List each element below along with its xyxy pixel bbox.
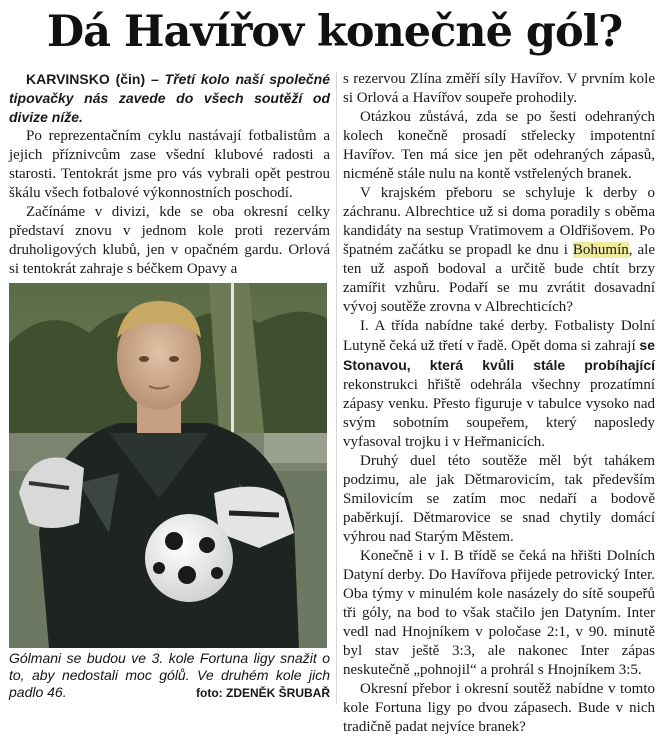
lead-paragraph — [9, 70, 330, 127]
photo-credit: foto: ZDENĚK ŠRUBAŘ — [196, 686, 330, 700]
article-paragraph — [343, 184, 655, 317]
column-divider — [336, 72, 337, 704]
caption-text: Gólmani se budou ve 3. kole Fortuna ligy snažit o to, aby nedostali moc gólů. Ve druhém kole jich padlo 46. — [9, 650, 330, 700]
article-paragraph: s rezervou Zlína změří síly Havířov. V prvním kole si Orlová a Havířov soupeře prohodily. — [343, 71, 655, 106]
paragraph-text: rekonstrukci hřiště odehrála všechny prozatímní zápasy venku. Přesto figuruje v tabulce vysoko nad svým sobotním soupeřem, který naposledy vyfasoval trojku i v Heřmanicích. — [343, 377, 655, 450]
bold-phrase: se Stonavou, která kvůli stále probíhající — [343, 337, 655, 373]
photo-caption — [9, 650, 330, 702]
dateline: KARVINSKO (čin) – — [26, 71, 165, 87]
article-paragraph: Druhý duel této soutěže měl být tahákem podzimu, ale jak Dětmarovicím, tak především Smilovicím se zatím moc nedaří a bodově paběrkují. Dětmarovice se snad chytily domácí výhrou nad Starým Městem. — [343, 453, 655, 545]
lead-text: Třetí kolo naší společné tipovačky nás zavede do všech soutěží od divize níže. — [9, 71, 330, 125]
article-paragraph: Začínáme v divizi, kde se oba okresní celky představí znovu v jednom kole proti rezervám druholigových klubů, jen v opačném gardu. Orlová si tentokrát zahraje s béčkem Opavy a — [9, 204, 330, 277]
left-column — [9, 70, 330, 279]
headline: Dá Havířov konečně gól? — [46, 7, 623, 57]
article-paragraph: Po reprezentačním cyklu nastávají fotbalistům a jejich příznivcům zase všední klubové radosti a starosti. Tentokrát jsme pro vás vybrali opět pestrou škálu všech fotbalové výkonnostních poschodí. — [9, 128, 330, 201]
highlighted-word: Bohumín — [572, 242, 629, 258]
right-column — [343, 70, 655, 737]
paragraph-text: I. A třída nabídne také derby. Fotbalisty Dolní Lutyně čeká už třetí v řadě. Opět doma si zahrají — [343, 318, 655, 354]
paragraph-text: V krajském přeboru se schyluje k derby o záchranu. Albrechtice už si doma poradily s oběma kandidáty na sestup Vratimovem a Oldřišovem. Po špatném začátku se propadl ke dnu i — [343, 185, 655, 258]
article-paragraph — [343, 317, 655, 452]
goalkeeper-photo — [9, 283, 327, 648]
paragraph-text: , ale ten už aspoň bodoval a určitě bude chtít brzy zamířit vzhůru. Podaří se mu zvrátit dosavadní vývoj soutěže zrovna v Albrechticích? — [343, 242, 655, 315]
article-paragraph: Konečně i v I. B třídě se čeká na hřišti Dolních Datyní derby. Do Havířova přijede petrovický Inter. Oba týmy v minulém kole nasázely do sítě soupeřů tři góly, na bod to však stačilo jen Datyním. Inter vedl nad Hnojníkem v poločase 2:1, v 90. minutě byl stav ještě 3:3, ale nakonec Inter zápas neskutečně „pohnojil“ a prohrál s Hnojníkem 3:5. — [343, 548, 655, 678]
article-paragraph: Okresní přebor i okresní soutěž nabídne v tomto kole Fortuna ligy po dvou zápasech. Bude v nich tradičně padat nejvíce branek? — [343, 681, 655, 735]
article-paragraph: Otázkou zůstává, zda se po šesti odehraných kolech konečně prosadí střelecky impotentní Havířov. Ten má sice jen pět odehraných zápasů, nicméně stále nulu na kontě vstřelených branek. — [343, 109, 655, 182]
